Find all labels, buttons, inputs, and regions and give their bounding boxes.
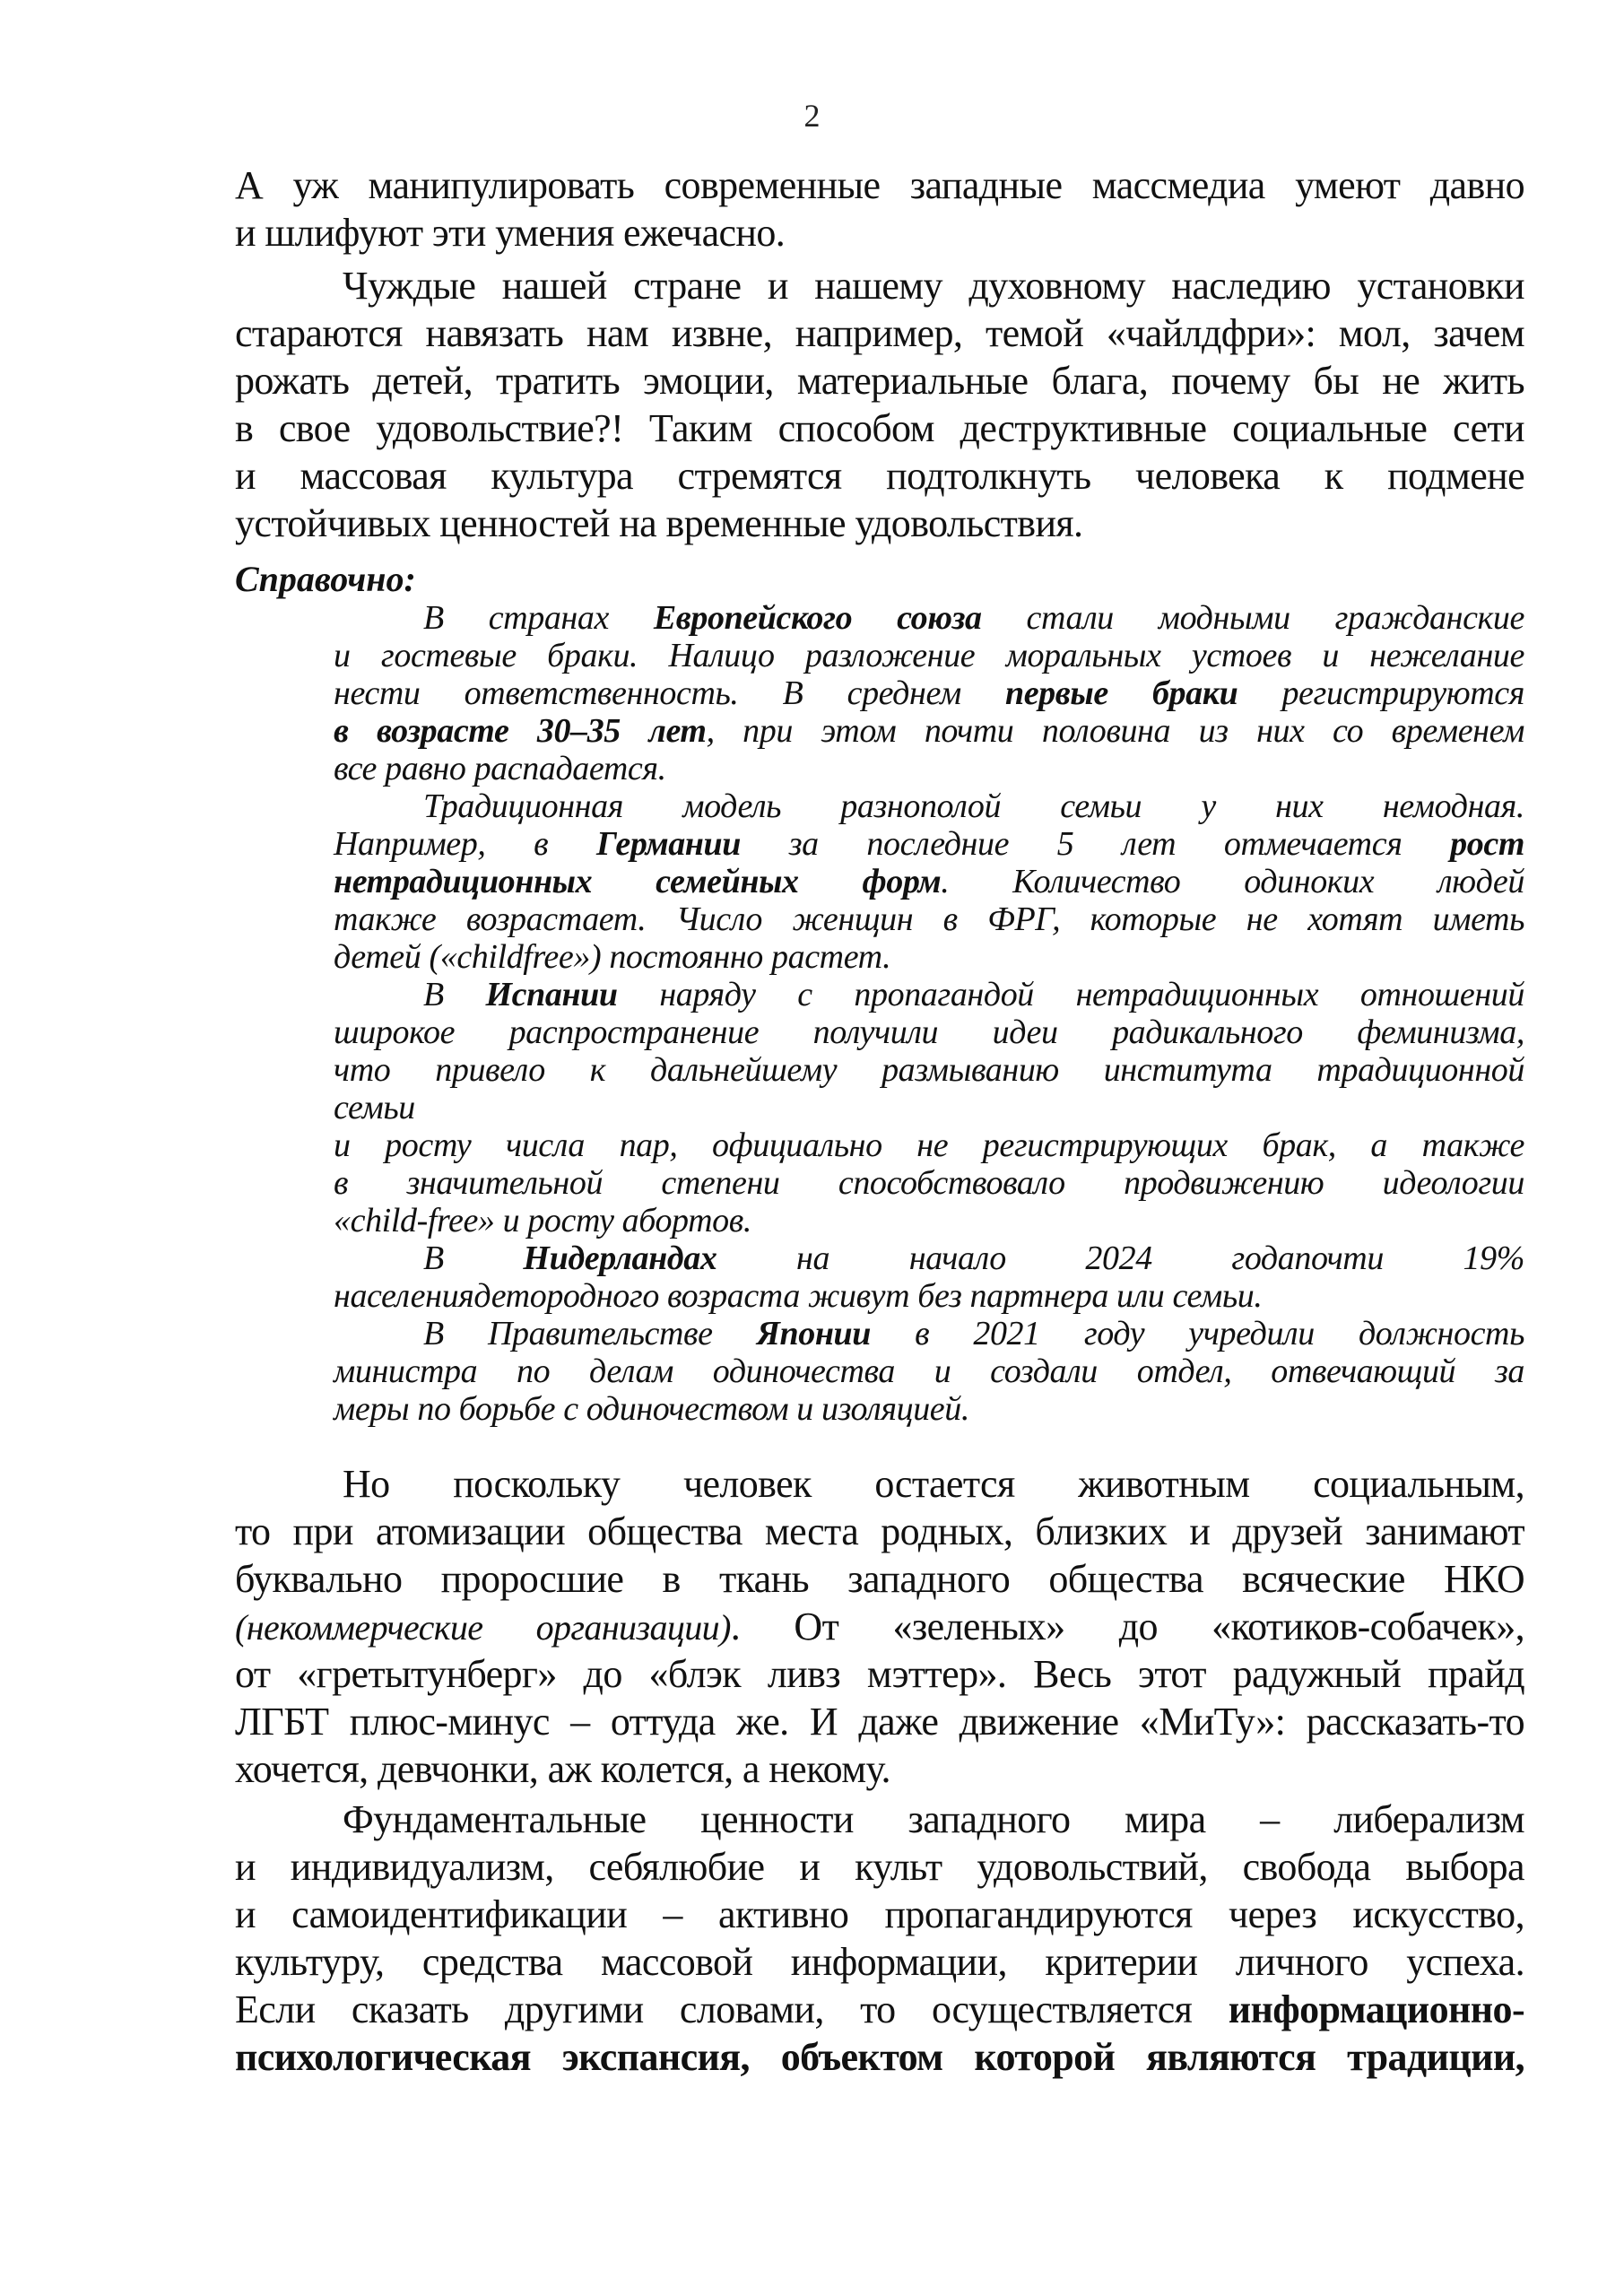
text-run: регистрируются	[1238, 674, 1524, 712]
text-line	[334, 674, 1524, 712]
text-line: в свое удовольствие?! Таким способом деструктивные социальные сети	[235, 406, 1524, 450]
text-line: рожать детей, тратить эмоции, материальные блага, почему бы не жить	[235, 359, 1524, 403]
text-run: В Правительстве	[423, 1315, 757, 1352]
text-line: Чуждые нашей стране и нашему духовному наследию установки	[343, 264, 1524, 308]
text-line: и индивидуализм, себялюбие и культ удовольствий, свобода выбора	[235, 1845, 1524, 1889]
text-line: широкое распространение получили идеи радикального феминизма,	[334, 1013, 1524, 1051]
text-run: . Количество одиноких людей	[941, 863, 1524, 900]
highlight-netherlands: Нидерландах	[523, 1239, 717, 1277]
text-line	[334, 1239, 1524, 1277]
text-line	[334, 712, 1524, 750]
text-line: семьи	[334, 1089, 415, 1126]
text-line	[334, 976, 1524, 1013]
text-line: буквально проросшие в ткань западного общества всяческие НКО	[235, 1557, 1524, 1601]
text-line: то при атомизации общества места родных, близких и друзей занимают	[235, 1509, 1524, 1553]
text-line	[235, 1986, 1524, 2033]
page-number: 2	[803, 98, 821, 134]
highlight-germany: Германии	[595, 825, 741, 863]
text-line: меры по борьбе с одиночеством и изоляцией.	[334, 1390, 969, 1428]
highlight-first-marriages: первые браки	[1004, 674, 1238, 712]
paragraph-3	[235, 1460, 1524, 1793]
text-line: также возрастает. Число женщин в ФРГ, которые не хотят иметь	[334, 900, 1524, 938]
text-line: и гостевые браки. Налицо разложение моральных устоев и нежелание	[334, 637, 1524, 674]
text-line: ЛГБТ плюс-минус – оттуда же. И даже движение «МиТу»: рассказать-то	[235, 1700, 1524, 1744]
text-run: в 2021 году учредили должность	[870, 1315, 1524, 1352]
text-line: все равно распадается.	[334, 750, 666, 787]
text-run: В	[423, 1239, 524, 1277]
reference-label: Справочно:	[235, 559, 416, 599]
text-line	[334, 863, 1524, 900]
reference-block	[334, 599, 1524, 1428]
reference-item-netherlands	[334, 1239, 1524, 1315]
text-line	[235, 2033, 1524, 2081]
highlight-info-psych: информационно-	[1228, 1987, 1524, 2031]
text-run: за последние 5 лет отмечается	[740, 825, 1451, 863]
text-line: министра по делам одиночества и создали отдел, отвечающий за	[334, 1352, 1524, 1390]
paragraph-4	[235, 1796, 1524, 2081]
reference-item-eu	[334, 599, 1524, 787]
text-line	[334, 825, 1524, 863]
text-line: Фундаментальные ценности западного мира – либерализм	[343, 1797, 1524, 1841]
text-run: стали модными гражданские	[981, 599, 1524, 637]
highlight-growth: рост	[1450, 825, 1524, 863]
highlight-spain: Испании	[485, 976, 618, 1013]
text-line: хочется, девчонки, аж колется, а некому.	[235, 1747, 890, 1791]
paragraph-2	[235, 262, 1524, 547]
text-line: устойчивых ценностей на временные удовольствия.	[235, 501, 1083, 545]
text-line: и массовая культура стремятся подтолкнуть человека к подмене	[235, 454, 1524, 498]
paragraph-1	[235, 161, 1524, 257]
text-line: Традиционная модель разнополой семьи у них немодная.	[423, 787, 1524, 825]
text-run: . От «зеленых» до «котиков-собачек»,	[730, 1605, 1524, 1648]
text-line: что привело к дальнейшему размыванию института традиционной	[334, 1051, 1524, 1089]
text-line: в значительной степени способствовало продвижению идеологии	[334, 1164, 1524, 1202]
italic-note: (некоммерческие организации)	[235, 1607, 731, 1648]
text-line: и росту числа пар, официально не регистрирующих брак, а также	[334, 1126, 1524, 1164]
text-line: Но поскольку человек остается животным социальным,	[343, 1462, 1524, 1506]
highlight-age: в возрасте 30–35 лет	[334, 712, 707, 750]
text-line: населениядетородного возраста живут без партнера или семьи.	[334, 1277, 1263, 1315]
text-line: А уж манипулировать современные западные массмедиа умеют давно	[235, 163, 1524, 207]
text-line: стараются навязать нам извне, например, темой «чайлдфри»: мол, зачем	[235, 311, 1524, 355]
text-line	[235, 1603, 1524, 1650]
text-run: на начало 2024 годапочти 19%	[716, 1239, 1524, 1277]
text-line: и самоидентификации – активно пропагандируются через искусство,	[235, 1892, 1524, 1936]
reference-item-germany	[334, 787, 1524, 976]
text-line: «child-free» и росту абортов.	[334, 1202, 751, 1239]
text-line: и шлифуют эти умения ежечасно.	[235, 211, 786, 255]
text-run: Если сказать другими словами, то осуществляется	[235, 1987, 1229, 2031]
text-run: Например, в	[334, 825, 596, 863]
highlight-expansion: психологическая экспансия, объектом которой являются традиции,	[235, 2035, 1524, 2079]
highlight-japan: Японии	[756, 1315, 871, 1352]
highlight-eu: Европейского союза	[653, 599, 982, 637]
text-line: детей («childfree») постоянно растет.	[334, 938, 891, 976]
text-run: В	[423, 976, 486, 1013]
highlight-forms: нетрадиционных семейных форм	[334, 863, 942, 900]
text-line: от «гретытунберг» до «блэк ливз мэттер». Весь этот радужный прайд	[235, 1652, 1524, 1696]
text-line: культуру, средства массовой информации, критерии личного успеха.	[235, 1940, 1524, 1984]
text-run: В странах	[423, 599, 654, 637]
text-run: нести ответственность. В среднем	[334, 674, 1005, 712]
reference-item-spain	[334, 976, 1524, 1239]
text-line	[334, 1315, 1524, 1352]
reference-item-japan	[334, 1315, 1524, 1428]
text-line	[334, 599, 1524, 637]
text-run: , при этом почти половина из них со временем	[706, 712, 1524, 750]
text-run: наряду с пропагандой нетрадиционных отношений	[617, 976, 1524, 1013]
